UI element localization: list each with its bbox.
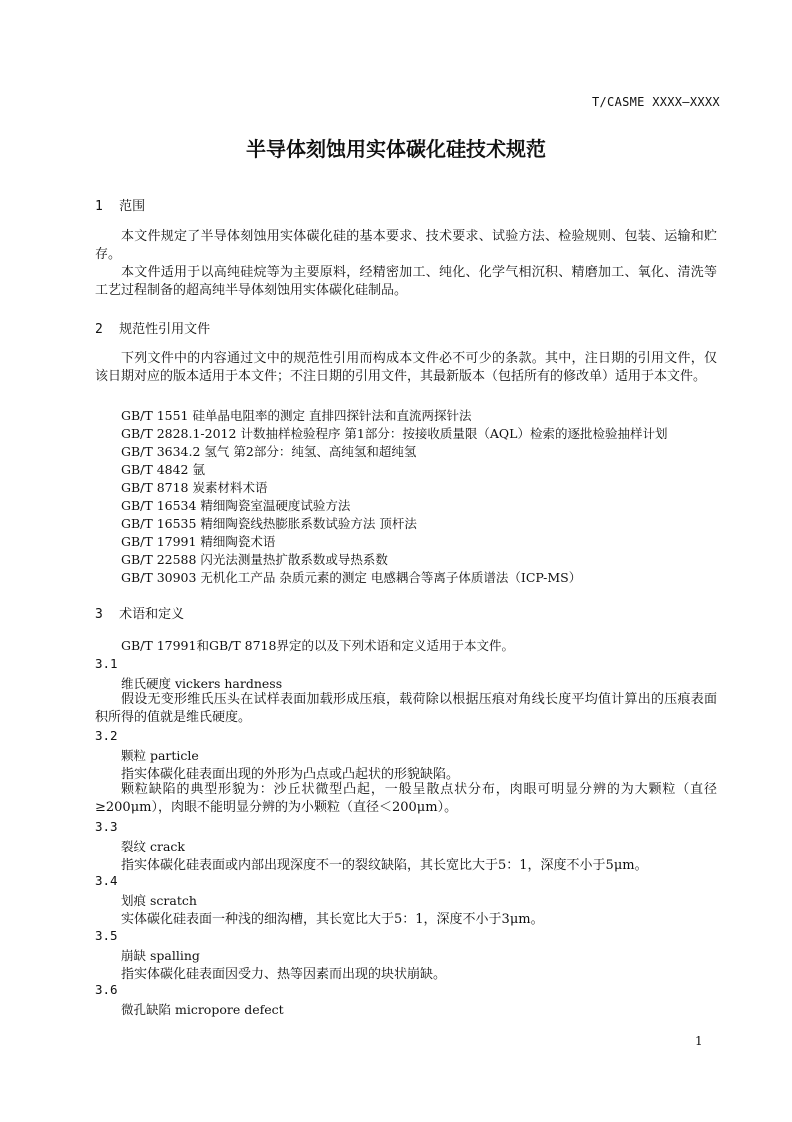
clause-number: 3.4 [95,873,118,888]
reference-item: GB/T 4842 氩 [121,462,205,477]
term-entry: 颗粒 particle [121,748,199,763]
reference-item: GB/T 1551 硅单晶电阻率的测定 直排四探针法和直流两探针法 [121,408,472,423]
term-entry: 维氏硬度 vickers hardness [121,676,283,691]
section-1-paragraph-1: 本文件规定了半导体刻蚀用实体碳化硅的基本要求、技术要求、试验方法、检验规则、包装、运输和贮存。 [95,229,717,262]
reference-item: GB/T 3634.2 氢气 第2部分：纯氢、高纯氢和超纯氢 [121,444,417,459]
reference-item: GB/T 2828.1-2012 计数抽样检验程序 第1部分：按接收质量限（AQL）检索的逐批检验抽样计划 [121,426,668,441]
reference-item: GB/T 8718 炭素材料术语 [121,480,268,495]
term-entry: 微孔缺陷 micropore defect [121,1002,284,1017]
section-3-intro: GB/T 17991和GB/T 8718界定的以及下列术语和定义适用于本文件。 [121,638,514,653]
term-definition: 指实体碳化硅表面出现的外形为凸点或凸起状的形貌缺陷。 [121,767,460,782]
term-entry: 划痕 scratch [121,893,197,908]
reference-item: GB/T 17991 精细陶瓷术语 [121,534,276,549]
term-note: 颗粒缺陷的典型形貌为：沙丘状微型凸起，一般呈散点状分布，肉眼可明显分辨的为大颗粒（直径≥200μm），肉眼不能明显分辨的为小颗粒（直径＜200μm）。 [95,782,717,815]
section-3-title: 术语和定义 [119,607,185,622]
term-entry: 裂纹 crack [121,839,185,854]
section-2-title: 规范性引用文件 [119,322,211,337]
page-title: 半导体刻蚀用实体碳化硅技术规范 [246,137,546,161]
page-number: 1 [695,1034,703,1048]
term-definition: 假设无变形维氏压头在试样表面加载形成压痕，载荷除以根据压痕对角线长度平均值计算出的压痕表面积所得的值就是维氏硬度。 [95,692,717,725]
term-entry: 崩缺 spalling [121,948,200,963]
reference-item: GB/T 16534 精细陶瓷室温硬度试验方法 [121,498,351,513]
reference-item: GB/T 16535 精细陶瓷线热膨胀系数试验方法 顶杆法 [121,516,417,531]
term-definition: 指实体碳化硅表面因受力、热等因素而出现的块状崩缺。 [121,967,447,982]
clause-number: 3.3 [95,819,118,834]
clause-number: 3.5 [95,928,118,943]
section-2-number: 2 [95,322,103,337]
reference-item: GB/T 22588 闪光法测量热扩散系数或导热系数 [121,552,388,567]
section-1-heading [95,195,145,214]
section-1-number: 1 [95,199,103,214]
document-code: T/CASME XXXX—XXXX [592,95,720,109]
clause-number: 3.6 [95,982,118,997]
section-2-intro: 下列文件中的内容通过文中的规范性引用而构成本文件必不可少的条款。其中，注日期的引用文件，仅该日期对应的版本适用于本文件；不注日期的引用文件，其最新版本（包括所有的修改单）适用于本文件。 [95,351,717,384]
term-definition: 实体碳化硅表面一种浅的细沟槽，其长宽比大于5：1，深度不小于3μm。 [121,912,544,927]
section-3-heading [95,603,184,622]
clause-number: 3.2 [95,728,118,743]
reference-item: GB/T 30903 无机化工产品 杂质元素的测定 电感耦合等离子体质谱法（ICP-MS） [121,570,582,585]
section-1-paragraph-2: 本文件适用于以高纯硅烷等为主要原料，经精密加工、纯化、化学气相沉积、精磨加工、氧化、清洗等工艺过程制备的超高纯半导体刻蚀用实体碳化硅制品。 [95,265,717,298]
section-2-heading [95,318,210,337]
section-3-number: 3 [95,607,103,622]
section-1-title: 范围 [119,199,146,214]
clause-number: 3.1 [95,656,118,671]
term-definition: 指实体碳化硅表面或内部出现深度不一的裂纹缺陷，其长宽比大于5：1，深度不小于5μm。 [121,858,648,873]
